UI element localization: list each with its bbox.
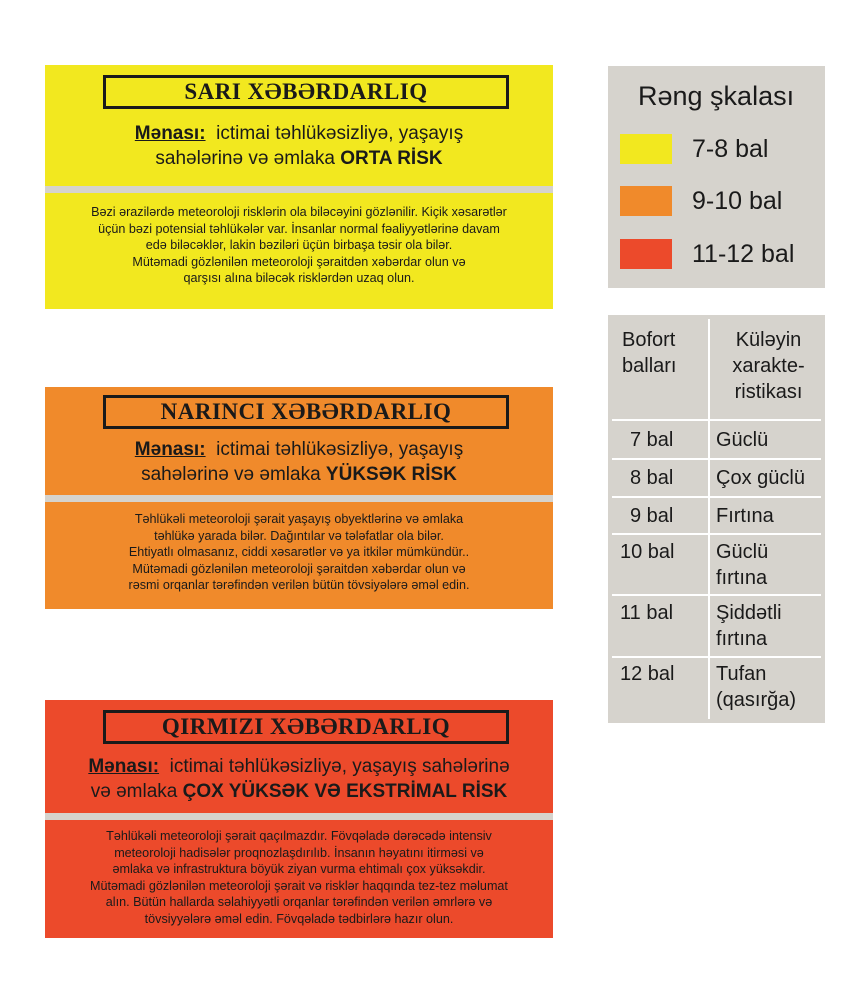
- desc-cell: Şiddətli fırtına: [716, 602, 782, 650]
- legend-title: Rəng şkalası: [638, 81, 795, 111]
- desc-line: əmlaka və infrastruktura böyük ziyan vurma ehtimalı çox yüksəkdir.: [112, 862, 486, 876]
- risk-level: YÜKSƏK RİSK: [325, 464, 457, 485]
- ball-cell: 9 bal: [630, 505, 674, 527]
- column-divider: [708, 319, 710, 719]
- desc-line: rəsmi orqanlar tərəfindən verilən bütün tövsiyələrə əməl edin.: [128, 578, 470, 592]
- orange-warning-header: [45, 387, 553, 495]
- header-bofort: Bofort balları: [622, 329, 677, 377]
- yellow-warning-meaning: [45, 121, 553, 171]
- desc-line: Mütəmadi gözlənilən meteoroloji şərait və risklər haqqında tez-tez məlumat: [90, 878, 508, 893]
- risk-level: ÇOX YÜKSƏK VƏ EKSTRİMAL RİSK: [182, 781, 508, 802]
- desc-cell: Çox güclü: [716, 467, 805, 489]
- orange-swatch: [620, 186, 672, 216]
- row-divider: [612, 594, 821, 596]
- risk-level: ORTA RİSK: [340, 148, 443, 169]
- divider: [45, 186, 553, 193]
- desc-line: Ehtiyatlı olmasanız, ciddi xəsarətlər və ya itkilər mümkündür..: [128, 545, 470, 559]
- desc-line: təhlükə yarada bilər. Dağıntılar və tələfatlar ola bilər.: [154, 528, 444, 543]
- desc-cell: Güclü: [716, 429, 769, 451]
- legend-label: 9-10 bal: [692, 187, 783, 215]
- row-divider: [612, 656, 821, 658]
- desc-line: edə biləcəklər, lakin bəziləri üçün birbaşa təsir ola bilər.: [145, 238, 453, 252]
- orange-warning-title: NARINCI XƏBƏRDARLIQ: [103, 395, 509, 429]
- desc-cell: Güclü fırtına: [716, 541, 769, 589]
- color-scale-legend: [608, 66, 825, 288]
- bofort-scale-table: [608, 315, 825, 723]
- red-swatch: [620, 239, 672, 269]
- meaning-label: Mənası:: [134, 439, 206, 460]
- row-divider: [612, 533, 821, 535]
- desc-cell: Fırtına: [716, 505, 774, 527]
- yellow-warning-card: [45, 65, 553, 309]
- legend-label: 11-12 bal: [692, 240, 795, 268]
- legend-label: 7-8 bal: [692, 135, 769, 163]
- desc-line: Bəzi ərazilərdə meteoroloji risklərin ola biləcəyini gözlənilir. Kiçik xəsarətlər: [91, 205, 507, 219]
- yellow-swatch: [620, 134, 672, 164]
- row-divider: [612, 458, 821, 460]
- red-warning-meaning: [45, 754, 553, 804]
- desc-line: Təhlükəli meteoroloji şərait yaşayış obyektlərinə və əmlaka: [134, 512, 464, 526]
- meaning-text-line2: və əmlaka: [90, 781, 178, 802]
- ball-cell: 8 bal: [630, 467, 674, 489]
- meaning-label: Mənası:: [134, 123, 206, 144]
- row-divider: [612, 419, 821, 421]
- header-wind-characteristic: Küləyin xarakte- ristikası: [732, 329, 805, 403]
- ball-cell: 7 bal: [630, 429, 674, 451]
- ball-cell: 10 bal: [620, 541, 675, 563]
- meaning-text-line1: ictimai təhlükəsizliyə, yaşayış: [216, 439, 464, 460]
- orange-warning-meaning: [45, 437, 553, 487]
- ball-cell: 11 bal: [620, 602, 674, 624]
- desc-cell: Tufan (qasırğa): [716, 663, 797, 711]
- yellow-warning-header: [45, 65, 553, 186]
- row-divider: [612, 496, 821, 498]
- meaning-text-line1: ictimai təhlükəsizliyə, yaşayış: [216, 123, 464, 144]
- orange-warning-card: [45, 387, 553, 609]
- meaning-text-line2: sahələrinə və əmlaka: [141, 464, 321, 485]
- divider: [45, 495, 553, 502]
- desc-line: Təhlükəli meteoroloji şərait qaçılmazdır. Fövqəladə dərəcədə intensiv: [106, 829, 492, 843]
- yellow-warning-title: SARI XƏBƏRDARLIQ: [103, 75, 509, 109]
- ball-cell: 12 bal: [620, 663, 675, 685]
- desc-line: qarşısı alına biləcək risklərdən uzaq olun.: [183, 271, 415, 285]
- meaning-label: Mənası:: [88, 756, 160, 777]
- desc-line: Mütəmadi gözlənilən meteoroloji şəraitdən xəbərdar olun və: [132, 561, 466, 576]
- meaning-text-line1: ictimai təhlükəsizliyə, yaşayış sahələrinə: [169, 756, 510, 777]
- orange-warning-description: [45, 502, 553, 609]
- red-warning-description: [45, 820, 553, 938]
- divider: [45, 813, 553, 820]
- red-warning-header: [45, 700, 553, 813]
- desc-line: alın. Bütün hallarda səlahiyyətli orqanlar tərəfindən verilən əmrlərə və: [105, 895, 493, 909]
- desc-line: Mütəmadi gözlənilən meteoroloji şəraitdən xəbərdar olun və: [132, 254, 466, 269]
- desc-line: meteoroloji hadisələr proqnozlaşdırılıb. İnsanın həyatını itirməsi və: [114, 845, 484, 860]
- red-warning-card: [45, 700, 553, 938]
- red-warning-title: QIRMIZI XƏBƏRDARLIQ: [103, 710, 509, 744]
- yellow-warning-description: [45, 193, 553, 309]
- desc-line: üçün bəzi potensial təhlükələr var. İnsanlar normal fəaliyyətlərinə davam: [98, 221, 500, 236]
- desc-line: tövsiyyələrə əməl edin. Fövqəladə tədbirlərə hazır olun.: [144, 911, 454, 926]
- meaning-text-line2: sahələrinə və əmlaka: [155, 148, 335, 169]
